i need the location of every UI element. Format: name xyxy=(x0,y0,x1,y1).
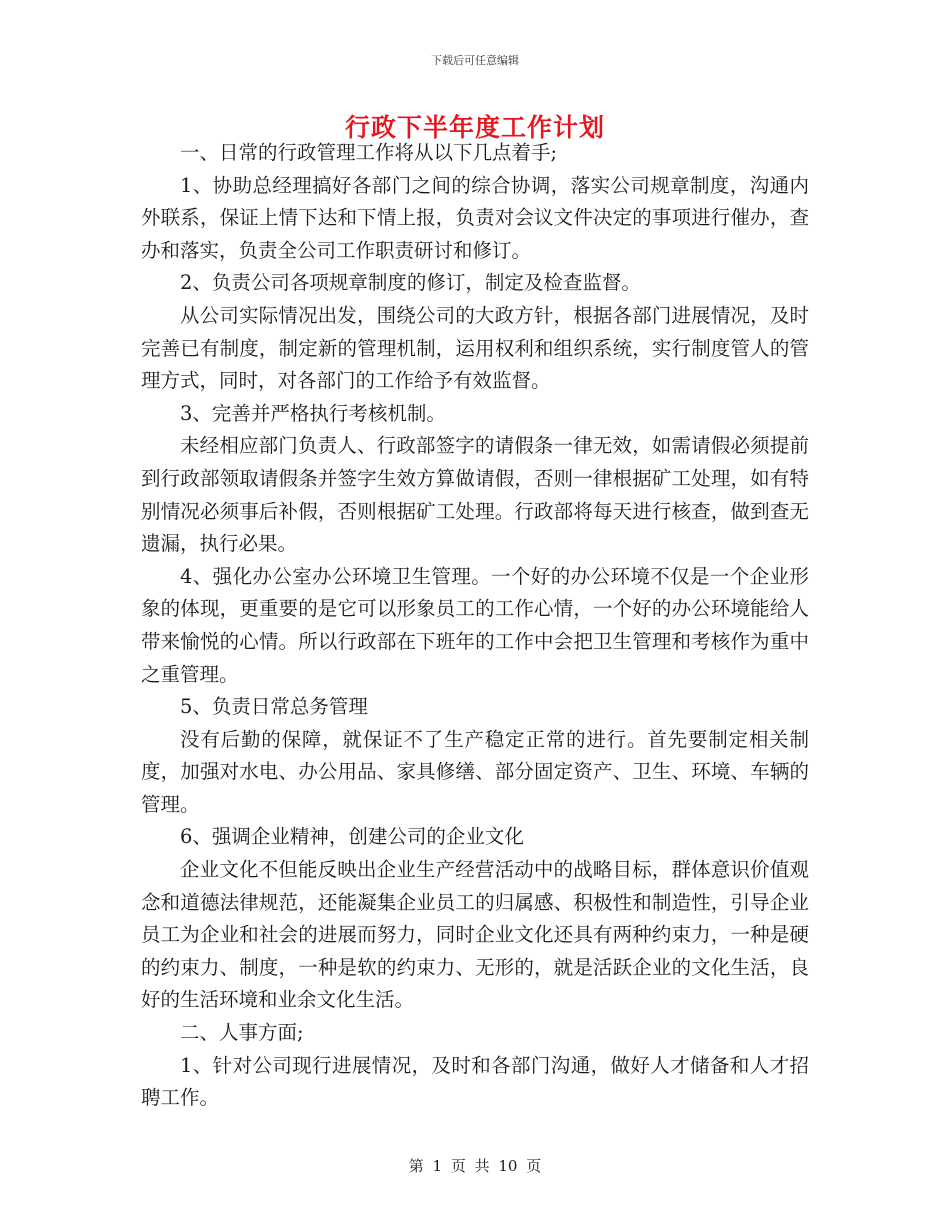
paragraph: 2、负责公司各项规章制度的修订，制定及检查监督。 xyxy=(180,271,641,295)
page-number: 第 1 页 共 10 页 xyxy=(408,1157,542,1175)
paragraph: 从公司实际情况出发，围绕公司的大政方针，根据各部门进展情况，及时完善已有制度，制定新的管理机制，运用权利和组织系统，实行制度管人的管理方式，同时，对各部门的工作给予有效监督。 xyxy=(141,303,809,393)
paragraph: 1、协助总经理搞好各部门之间的综合协调，落实公司规章制度，沟通内外联系，保证上情下达和下情上报，负责对会议文件决定的事项进行催办，查办和落实，负责全公司工作职责研讨和修订。 xyxy=(141,173,809,262)
paragraph: 未经相应部门负责人、行政部签字的请假条一律无效，如需请假必须提前到行政部领取请假条并签字生效方算做请假，否则一律根据矿工处理，如有特别情况必须事后补假，否则根据矿工处理。行政部将每天进行核查，做到查无遗漏，执行必果。 xyxy=(141,434,809,556)
paragraph: 5、负责日常总务管理 xyxy=(180,695,368,719)
document-body xyxy=(141,137,809,1115)
paragraph: 企业文化不但能反映出企业生产经营活动中的战略目标，群体意识价值观念和道德法律规范，还能凝集企业员工的归属感、积极性和制造性，引导企业员工为企业和社会的进展而努力，同时企业文化还具有两种约束力，一种是硬的约束力、制度，一种是软的约束力、无形的，就是活跃企业的文化生活，良好的生活环境和业余文化生活。 xyxy=(141,858,809,1012)
page-header-note: 下载后可任意编辑 xyxy=(431,54,519,67)
section-heading-personnel: 二、人事方面; xyxy=(180,1021,304,1045)
section-heading-daily-admin: 一、日常的行政管理工作将从以下几点着手; xyxy=(180,141,558,164)
paragraph: 4、强化办公室办公环境卫生管理。一个好的办公环境不仅是一个企业形象的体现，更重要的是它可以形象员工的工作心情，一个好的办公环境能给人带来愉悦的心情。所以行政部在下班年的工作中会把卫生管理和考核作为重中之重管理。 xyxy=(141,564,809,686)
paragraph: 1、针对公司现行进展情况，及时和各部门沟通，做好人才储备和人才招聘工作。 xyxy=(141,1053,809,1110)
document-title: 行政下半年度工作计划 xyxy=(344,113,605,142)
paragraph: 没有后勤的保障，就保证不了生产稳定正常的进行。首先要制定相关制度，加强对水电、办公用品、家具修缮、部分固定资产、卫生、环境、车辆的管理。 xyxy=(141,727,809,816)
paragraph: 6、强调企业精神，创建公司的企业文化 xyxy=(180,825,524,849)
paragraph: 3、完善并严格执行考核机制。 xyxy=(180,401,446,425)
